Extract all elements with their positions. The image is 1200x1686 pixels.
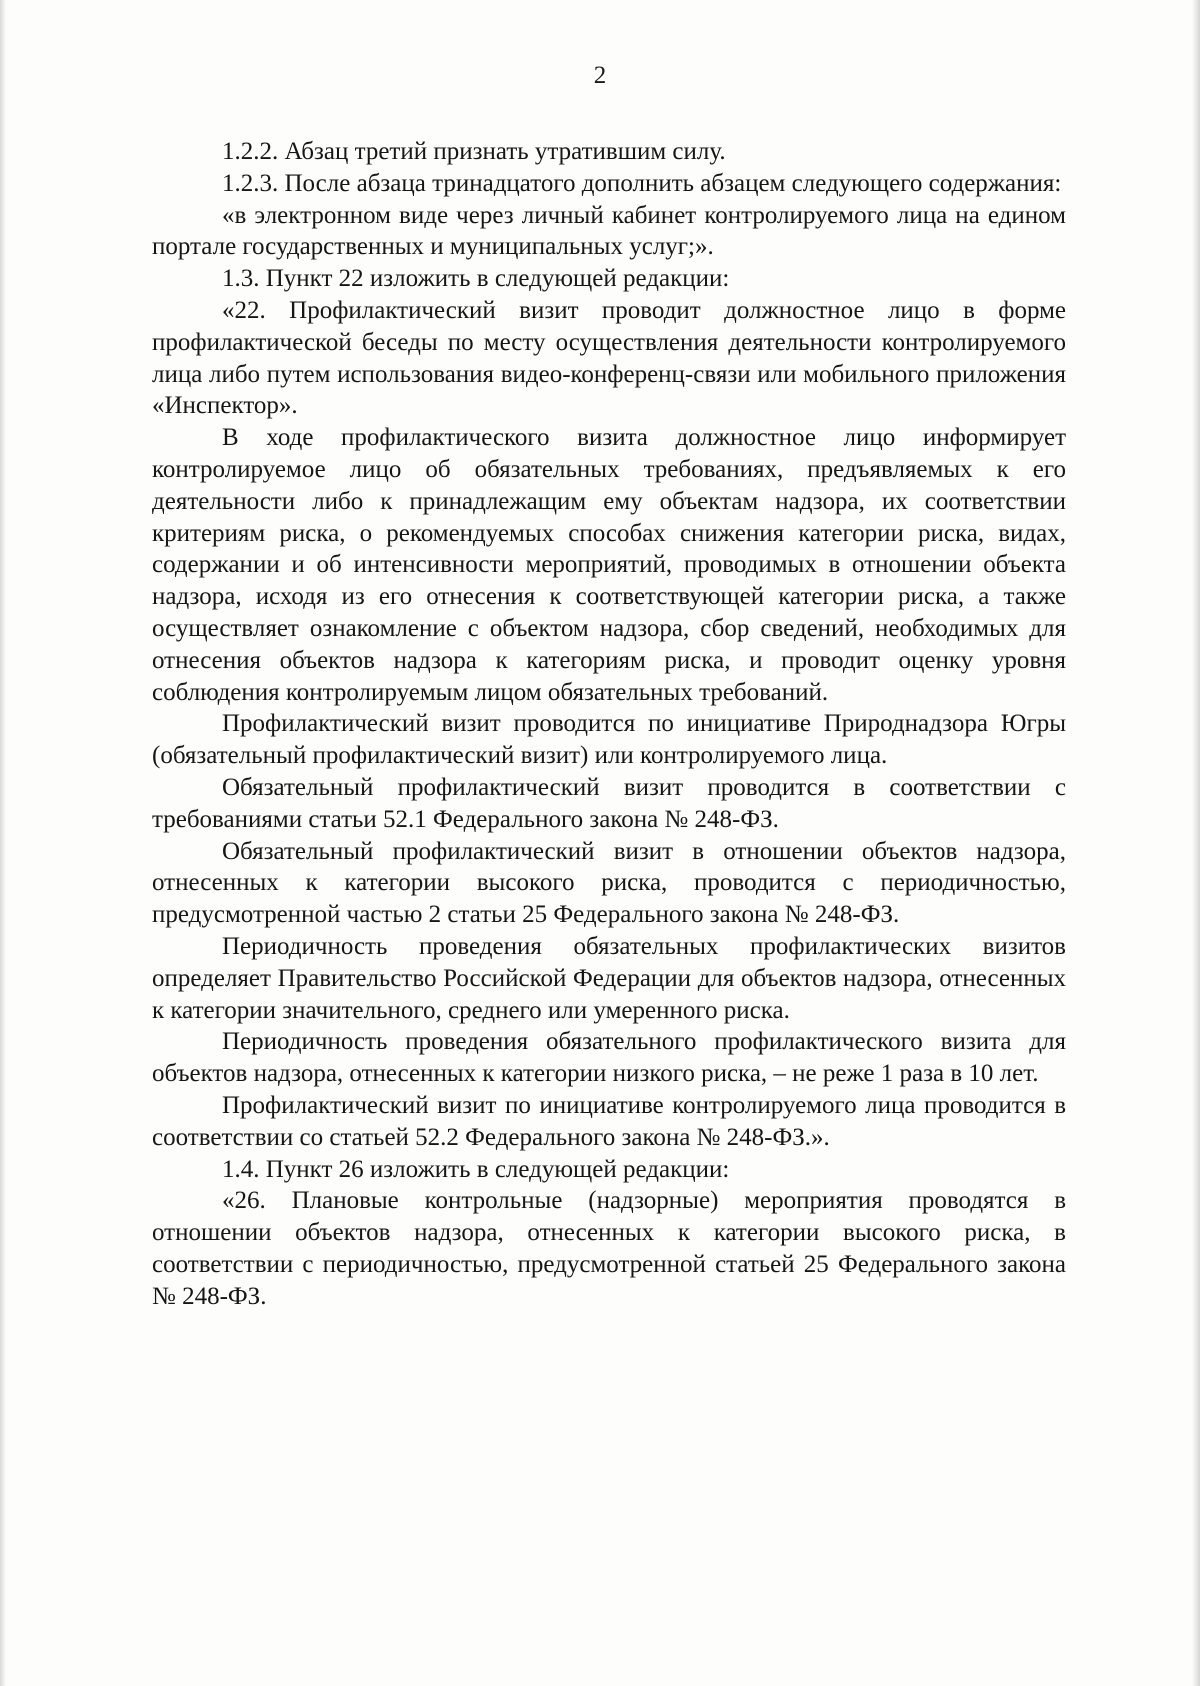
paragraph: Периодичность проведения обязательных профилактических визитов определяет Правительство Российской Федерации для объектов надзора, отнесенных к категории значительного, среднего или умеренного риска. bbox=[152, 932, 1066, 1024]
paragraph: «22. Профилактический визит проводит должностное лицо в форме профилактической беседы по месту осуществления деятельности контролируемого лица либо путем использования видео-конференц-связи или мобильного приложения «Инспектор». bbox=[152, 296, 1066, 420]
paragraph: 1.4. Пункт 26 изложить в следующей редакции: bbox=[222, 1155, 730, 1183]
paragraph: Периодичность проведения обязательного профилактического визита для объектов надзора, отнесенных к категории низкого риска, – не реже 1 раза в 10 лет. bbox=[152, 1028, 1066, 1088]
scan-edge-right bbox=[1192, 0, 1200, 1686]
paragraph: «в электронном виде через личный кабинет контролируемого лица на едином портале государственных и муниципальных услуг;». bbox=[152, 201, 1066, 261]
paragraph: Обязательный профилактический визит проводится в соответствии с требованиями статьи 52.1 Федерального закона № 248-ФЗ. bbox=[152, 773, 1066, 833]
scan-edge-left bbox=[0, 0, 6, 1686]
paragraph: Обязательный профилактический визит в отношении объектов надзора, отнесенных к категории высокого риска, проводится с периодичностью, предусмотренной частью 2 статьи 25 Федерального закона № 248-ФЗ. bbox=[152, 837, 1066, 929]
paragraph: «26. Плановые контрольные (надзорные) мероприятия проводятся в отношении объектов надзора, отнесенных к категории высокого риска, в соответствии с периодичностью, предусмотренной статьей 25 Федерального закона № 248-ФЗ. bbox=[152, 1187, 1066, 1310]
paragraph: 1.3. Пункт 22 изложить в следующей редакции: bbox=[222, 265, 730, 293]
page-number: 2 bbox=[593, 62, 607, 89]
paragraph: 1.2.2. Абзац третий признать утратившим силу. bbox=[222, 138, 726, 165]
paragraph: 1.2.3. После абзаца тринадцатого дополнить абзацем следующего содержания: bbox=[222, 169, 1062, 197]
paragraph: Профилактический визит проводится по инициативе Природнадзора Югры (обязательный профилактический визит) или контролируемого лица. bbox=[152, 710, 1066, 770]
paragraph: В ходе профилактического визита должностное лицо информирует контролируемое лицо об обязательных требованиях, предъявляемых к его деятельности либо к принадлежащим ему объектам надзора, их соответствии критериям риска, о рекомендуемых способах снижения категории риска, видах, содержании и об интенсивности мероприятий, проводимых в отношении объекта надзора, исходя из его отнесения к соответствующей категории риска, а также осуществляет ознакомление с объектом надзора, сбор сведений, необходимых для отнесения объектов надзора к категориям риска, и проводит оценку уровня соблюдения контролируемым лицом обязательных требований. bbox=[152, 424, 1066, 706]
paragraph: Профилактический визит по инициативе контролируемого лица проводится в соответствии со статьей 52.2 Федерального закона № 248-ФЗ.». bbox=[152, 1091, 1066, 1151]
document-body bbox=[152, 136, 1066, 1312]
